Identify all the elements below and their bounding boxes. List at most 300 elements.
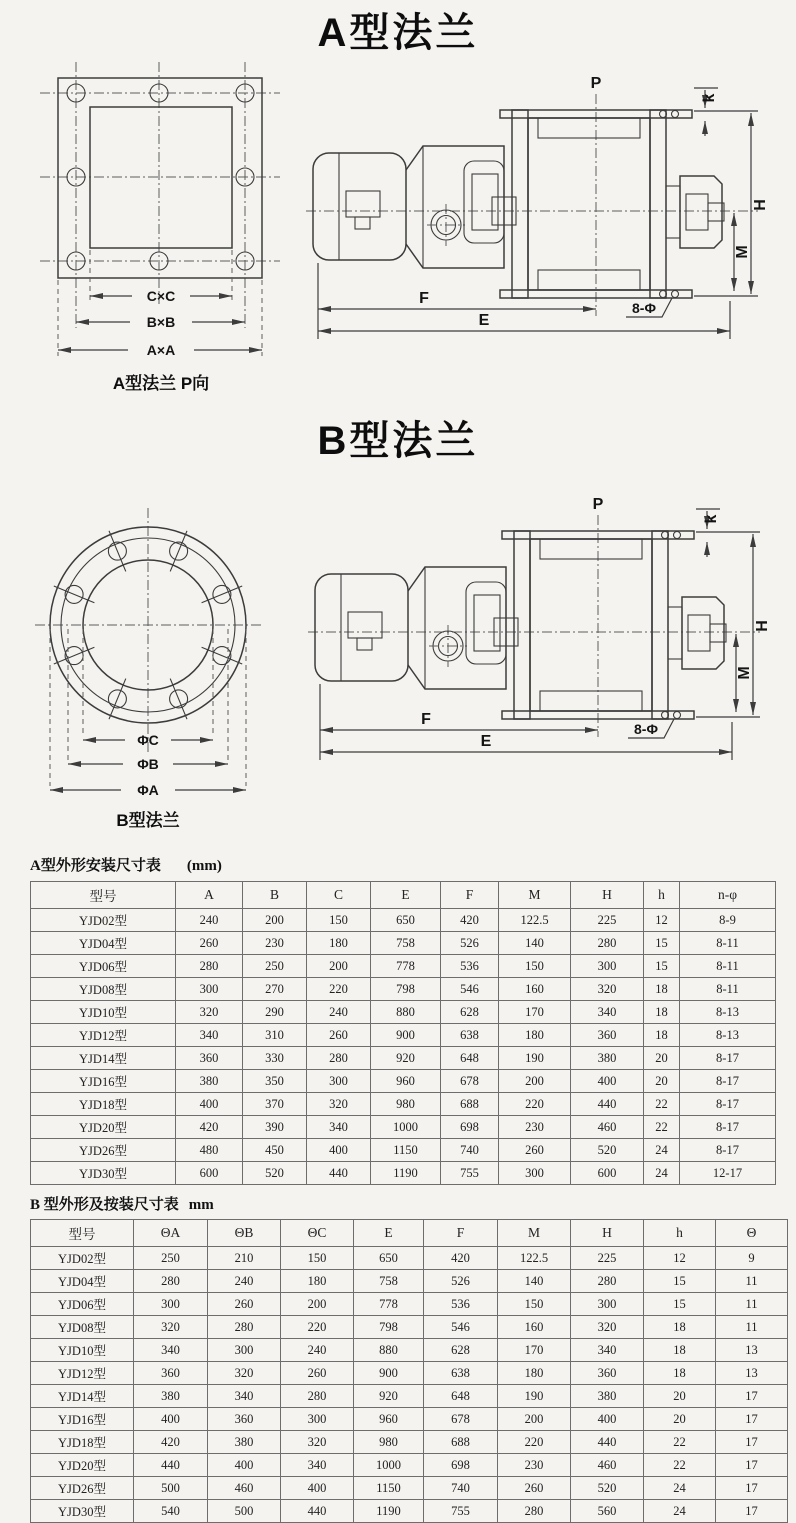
column-header: E [354,1220,424,1247]
value-cell: 140 [499,932,571,955]
dim-label-p: P [592,496,604,513]
header-row [31,1220,788,1247]
value-cell: 360 [571,1024,644,1047]
table-row [31,1024,776,1047]
value-cell: 678 [441,1070,499,1093]
model-cell: YJD30型 [31,1500,134,1523]
value-cell: 12 [644,909,680,932]
value-cell: 220 [281,1316,354,1339]
value-cell: 1190 [354,1500,424,1523]
value-cell: 420 [424,1247,498,1270]
value-cell: 638 [441,1024,499,1047]
table-row [31,1362,788,1385]
bolt-count-label: 8-Φ [632,300,656,316]
value-cell: 300 [134,1293,208,1316]
body-left-frame [514,531,530,719]
value-cell: 260 [499,1139,571,1162]
dim-label-e: E [480,733,492,750]
gearbox-outline [406,146,504,268]
table-row [31,1316,788,1339]
value-cell: 440 [571,1431,644,1454]
column-header: ΘB [208,1220,281,1247]
table-row [31,1070,776,1093]
dim-label-e: E [478,312,490,329]
value-cell: 190 [498,1385,571,1408]
column-header: E [371,882,441,909]
value-cell: 628 [424,1339,498,1362]
value-cell: 225 [571,909,644,932]
column-header: 型号 [31,1220,134,1247]
model-cell: YJD10型 [31,1339,134,1362]
table-row [31,1093,776,1116]
gearbox-outline [408,567,506,689]
value-cell: 150 [498,1293,571,1316]
value-cell: 340 [208,1385,281,1408]
value-cell: 330 [243,1047,307,1070]
value-cell: 440 [134,1454,208,1477]
table-row [31,1500,788,1523]
model-cell: YJD04型 [31,932,176,955]
value-cell: 678 [424,1408,498,1431]
model-cell: YJD26型 [31,1139,176,1162]
value-cell: 200 [307,955,371,978]
value-cell: 225 [571,1247,644,1270]
value-cell: 960 [371,1070,441,1093]
value-cell: 1000 [371,1116,441,1139]
table-row [31,1247,788,1270]
value-cell: 250 [134,1247,208,1270]
dim-label-phi-b: ΦB [137,756,159,772]
value-cell: 12 [644,1247,716,1270]
value-cell: 688 [441,1093,499,1116]
value-cell: 798 [371,978,441,1001]
value-cell: 11 [716,1270,788,1293]
value-cell: 740 [424,1477,498,1500]
value-cell: 400 [281,1477,354,1500]
value-cell: 200 [243,909,307,932]
value-cell: 300 [176,978,243,1001]
value-cell: 600 [571,1162,644,1185]
value-cell: 240 [307,1001,371,1024]
section-b-drawings [0,466,796,838]
model-cell: YJD14型 [31,1385,134,1408]
value-cell: 650 [354,1247,424,1270]
value-cell: 520 [571,1139,644,1162]
value-cell: 778 [354,1293,424,1316]
value-cell: 260 [176,932,243,955]
model-cell: YJD18型 [31,1431,134,1454]
value-cell: 460 [571,1454,644,1477]
table-row [31,1454,788,1477]
value-cell: 320 [281,1431,354,1454]
value-cell: 18 [644,1024,680,1047]
value-cell: 320 [176,1001,243,1024]
table-b-title-text: B 型外形及按装尺寸表 [30,1197,179,1213]
value-cell: 600 [176,1162,243,1185]
value-cell: 520 [571,1477,644,1500]
model-cell: YJD08型 [31,978,176,1001]
value-cell: 280 [176,955,243,978]
value-cell: 380 [176,1070,243,1093]
value-cell: 880 [371,1001,441,1024]
spec-table-a [30,881,776,1185]
column-header: F [441,882,499,909]
value-cell: 546 [424,1316,498,1339]
value-cell: 260 [498,1477,571,1500]
body-left-frame [512,110,528,298]
value-cell: 758 [371,932,441,955]
value-cell: 778 [371,955,441,978]
value-cell: 280 [208,1316,281,1339]
value-cell: 960 [354,1408,424,1431]
value-cell: 920 [371,1047,441,1070]
value-cell: 8-11 [680,978,776,1001]
value-cell: 980 [371,1093,441,1116]
value-cell: 200 [498,1408,571,1431]
value-cell: 17 [716,1408,788,1431]
value-cell: 15 [644,955,680,978]
value-cell: 230 [499,1116,571,1139]
column-header: C [307,882,371,909]
value-cell: 8-13 [680,1001,776,1024]
table-row [31,1408,788,1431]
value-cell: 340 [571,1001,644,1024]
spec-table-b [30,1219,788,1523]
value-cell: 20 [644,1070,680,1093]
value-cell: 270 [243,978,307,1001]
value-cell: 200 [281,1293,354,1316]
body-right-frame [650,110,666,298]
value-cell: 290 [243,1001,307,1024]
value-cell: 320 [571,978,644,1001]
value-cell: 122.5 [498,1247,571,1270]
table-row [31,1139,776,1162]
table-row [31,1270,788,1293]
value-cell: 170 [499,1001,571,1024]
value-cell: 280 [307,1047,371,1070]
value-cell: 320 [307,1093,371,1116]
value-cell: 798 [354,1316,424,1339]
value-cell: 360 [134,1362,208,1385]
value-cell: 400 [571,1408,644,1431]
value-cell: 15 [644,932,680,955]
value-cell: 20 [644,1047,680,1070]
flange-b-caption: B型法兰 [116,811,180,830]
model-cell: YJD06型 [31,1293,134,1316]
value-cell: 755 [424,1500,498,1523]
value-cell: 280 [571,932,644,955]
column-header: B [243,882,307,909]
value-cell: 400 [176,1093,243,1116]
valve-body [530,539,652,711]
column-header: M [499,882,571,909]
value-cell: 450 [243,1139,307,1162]
value-cell: 546 [441,978,499,1001]
value-cell: 22 [644,1454,716,1477]
value-cell: 22 [644,1431,716,1454]
column-header: H [571,882,644,909]
value-cell: 758 [354,1270,424,1293]
model-cell: YJD12型 [31,1362,134,1385]
value-cell: 540 [134,1500,208,1523]
dim-label-phi-c: ΦC [137,732,159,748]
value-cell: 526 [441,932,499,955]
value-cell: 300 [499,1162,571,1185]
value-cell: 260 [208,1293,281,1316]
value-cell: 300 [571,955,644,978]
value-cell: 460 [208,1477,281,1500]
value-cell: 280 [498,1500,571,1523]
value-cell: 320 [134,1316,208,1339]
value-cell: 1150 [354,1477,424,1500]
value-cell: 648 [441,1047,499,1070]
dim-label-h: H [752,199,769,211]
header-row [31,882,776,909]
value-cell: 1190 [371,1162,441,1185]
value-cell: 380 [134,1385,208,1408]
model-cell: YJD08型 [31,1316,134,1339]
value-cell: 280 [571,1270,644,1293]
flange-a-caption: A型法兰 P向 [112,374,210,393]
model-cell: YJD12型 [31,1024,176,1047]
square-flange-drawing [30,58,300,403]
column-header: M [498,1220,571,1247]
value-cell: 150 [281,1247,354,1270]
value-cell: 500 [134,1477,208,1500]
value-cell: 300 [571,1293,644,1316]
value-cell: 300 [307,1070,371,1093]
value-cell: 24 [644,1500,716,1523]
value-cell: 8-17 [680,1093,776,1116]
value-cell: 17 [716,1431,788,1454]
machine-side-view-b [308,479,788,784]
value-cell: 390 [243,1116,307,1139]
value-cell: 17 [716,1454,788,1477]
model-cell: YJD16型 [31,1070,176,1093]
value-cell: 180 [498,1362,571,1385]
model-cell: YJD02型 [31,1247,134,1270]
value-cell: 122.5 [499,909,571,932]
motor-outline [313,153,406,260]
value-cell: 300 [281,1408,354,1431]
machine-side-view-a [306,58,786,363]
value-cell: 536 [424,1293,498,1316]
value-cell: 18 [644,978,680,1001]
model-cell: YJD10型 [31,1001,176,1024]
value-cell: 420 [441,909,499,932]
value-cell: 380 [571,1047,644,1070]
value-cell: 8-9 [680,909,776,932]
value-cell: 220 [307,978,371,1001]
value-cell: 11 [716,1293,788,1316]
bolt-count-label: 8-Φ [634,721,658,737]
value-cell: 20 [644,1385,716,1408]
table-row [31,932,776,955]
value-cell: 340 [281,1454,354,1477]
value-cell: 560 [571,1500,644,1523]
model-cell: YJD20型 [31,1116,176,1139]
value-cell: 15 [644,1270,716,1293]
value-cell: 536 [441,955,499,978]
motor-terminal-box [346,191,380,217]
value-cell: 150 [307,909,371,932]
section-a-drawings [0,58,796,406]
value-cell: 310 [243,1024,307,1047]
value-cell: 13 [716,1339,788,1362]
value-cell: 170 [498,1339,571,1362]
value-cell: 340 [176,1024,243,1047]
value-cell: 24 [644,1139,680,1162]
dim-label-axa: A×A [146,342,176,358]
dim-label-cxc: C×C [146,288,176,304]
body-right-frame [652,531,668,719]
column-header: 型号 [31,882,176,909]
value-cell: 8-17 [680,1139,776,1162]
value-cell: 526 [424,1270,498,1293]
value-cell: 8-17 [680,1047,776,1070]
model-cell: YJD02型 [31,909,176,932]
value-cell: 12-17 [680,1162,776,1185]
value-cell: 698 [424,1454,498,1477]
table-row [31,1001,776,1024]
table-a-title [30,854,796,875]
table-row [31,1162,776,1185]
value-cell: 370 [243,1093,307,1116]
value-cell: 900 [371,1024,441,1047]
value-cell: 240 [281,1339,354,1362]
value-cell: 880 [354,1339,424,1362]
value-cell: 520 [243,1162,307,1185]
model-cell: YJD16型 [31,1408,134,1431]
value-cell: 648 [424,1385,498,1408]
value-cell: 220 [498,1431,571,1454]
value-cell: 340 [307,1116,371,1139]
dim-label-phi-a: ΦA [137,782,159,798]
table-row [31,1293,788,1316]
value-cell: 220 [499,1093,571,1116]
column-header: ΘC [281,1220,354,1247]
model-cell: YJD18型 [31,1093,176,1116]
value-cell: 628 [441,1001,499,1024]
column-header: F [424,1220,498,1247]
value-cell: 440 [571,1093,644,1116]
value-cell: 24 [644,1477,716,1500]
round-flange-drawing [25,494,305,839]
value-cell: 24 [644,1162,680,1185]
value-cell: 420 [176,1116,243,1139]
value-cell: 260 [307,1024,371,1047]
dim-label-f: F [421,711,431,728]
value-cell: 400 [571,1070,644,1093]
value-cell: 400 [134,1408,208,1431]
value-cell: 340 [571,1339,644,1362]
value-cell: 230 [243,932,307,955]
dim-label-p: P [590,75,602,92]
value-cell: 900 [354,1362,424,1385]
value-cell: 17 [716,1477,788,1500]
value-cell: 400 [208,1454,281,1477]
value-cell: 8-13 [680,1024,776,1047]
table-row [31,1385,788,1408]
value-cell: 11 [716,1316,788,1339]
table-a-title-text: A型外形安装尺寸表 [30,858,161,874]
value-cell: 500 [208,1500,281,1523]
value-cell: 210 [208,1247,281,1270]
value-cell: 638 [424,1362,498,1385]
flange-a-front-view [30,58,300,408]
value-cell: 22 [644,1116,680,1139]
value-cell: 8-11 [680,955,776,978]
value-cell: 230 [498,1454,571,1477]
column-header: h [644,882,680,909]
column-header: h [644,1220,716,1247]
value-cell: 17 [716,1500,788,1523]
value-cell: 920 [354,1385,424,1408]
table-b-unit: mm [188,1197,214,1213]
value-cell: 280 [134,1270,208,1293]
value-cell: 440 [281,1500,354,1523]
table-row [31,1047,776,1070]
value-cell: 240 [208,1270,281,1293]
value-cell: 250 [243,955,307,978]
motor-terminal-box [348,612,382,638]
column-header: Θ [716,1220,788,1247]
column-header: ΘA [134,1220,208,1247]
value-cell: 980 [354,1431,424,1454]
section-a-title: A型法兰 [317,11,479,55]
model-cell: YJD04型 [31,1270,134,1293]
value-cell: 300 [208,1339,281,1362]
value-cell: 200 [499,1070,571,1093]
dim-label-m: M [736,666,753,680]
value-cell: 380 [208,1431,281,1454]
value-cell: 740 [441,1139,499,1162]
value-cell: 17 [716,1385,788,1408]
table-row [31,955,776,978]
value-cell: 8-17 [680,1070,776,1093]
section-b-title: B型法兰 [317,419,479,463]
column-header: H [571,1220,644,1247]
value-cell: 20 [644,1408,716,1431]
value-cell: 688 [424,1431,498,1454]
value-cell: 18 [644,1316,716,1339]
value-cell: 380 [571,1385,644,1408]
value-cell: 440 [307,1162,371,1185]
value-cell: 8-11 [680,932,776,955]
value-cell: 1000 [354,1454,424,1477]
value-cell: 240 [176,909,243,932]
table-row [31,1431,788,1454]
value-cell: 698 [441,1116,499,1139]
model-cell: YJD14型 [31,1047,176,1070]
value-cell: 360 [208,1408,281,1431]
value-cell: 160 [499,978,571,1001]
model-cell: YJD20型 [31,1454,134,1477]
value-cell: 180 [499,1024,571,1047]
column-header: n-φ [680,882,776,909]
value-cell: 360 [571,1362,644,1385]
value-cell: 260 [281,1362,354,1385]
value-cell: 360 [176,1047,243,1070]
value-cell: 755 [441,1162,499,1185]
column-header: A [176,882,243,909]
dim-label-k: k [703,514,720,524]
table-row [31,1116,776,1139]
dim-label-m: M [734,245,751,259]
value-cell: 150 [499,955,571,978]
table-row [31,1477,788,1500]
dim-label-h: H [754,620,771,632]
